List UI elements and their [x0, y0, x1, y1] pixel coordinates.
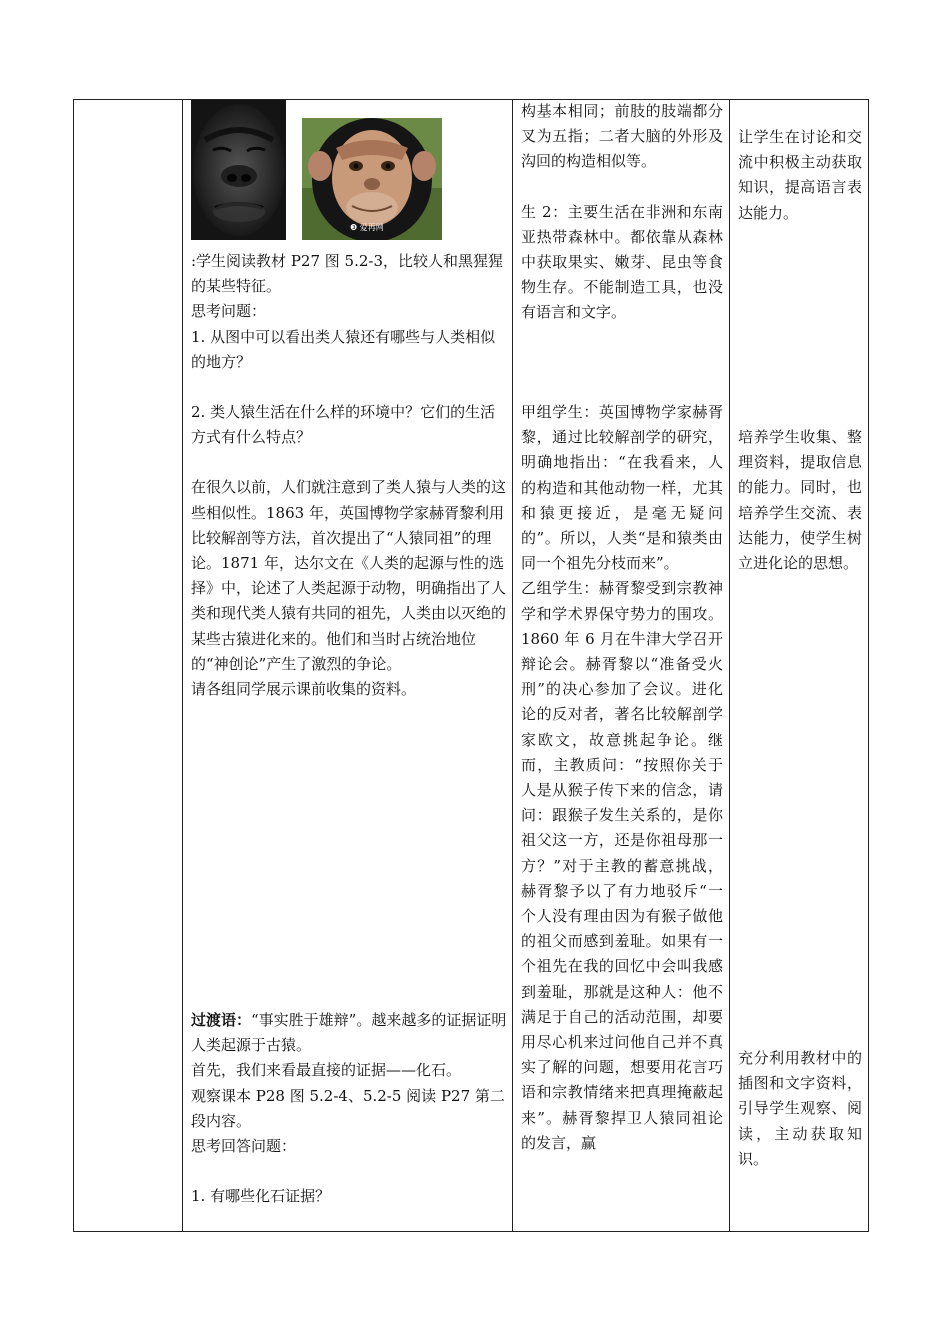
reading-instruction: :学生阅读教材 P27 图 5.2-3，比较人和黑猩猩的某些特征。	[191, 252, 504, 296]
column-divider-2	[512, 99, 513, 1232]
watermark-text: ❸ 爱再网	[350, 223, 384, 232]
design-note-2-text: 培养学生收集、整理资料，提取信息的能力。同时，也培养学生交流、表达能力，使学生树立进化论的思想。	[738, 428, 862, 573]
question-1: 1. 从图中可以看出类人猿还有哪些与人类相似的地方？	[191, 327, 496, 371]
fossil-intro: 首先，我们来看最直接的证据——化石。	[191, 1061, 462, 1080]
group-presentation-section	[521, 400, 723, 1156]
design-note-1	[738, 125, 862, 226]
design-note-3	[738, 1046, 862, 1172]
answer-label: 思考回答问题：	[191, 1137, 297, 1156]
similarity-answer: 构基本相同；前肢的肢端都分叉为五指；二者大脑的外形及沟回的构造相似等。	[521, 102, 723, 171]
column-divider-3	[729, 99, 730, 1232]
fossil-question: 1. 有哪些化石证据？	[191, 1187, 331, 1206]
design-note-3-text: 充分利用教材中的插图和文字资料，引导学生观察、阅读，主动获取知识。	[738, 1049, 862, 1168]
history-paragraph: 在很久以前，人们就注意到了类人猿与人类的这些相似性。1863 年，英国博物学家赫胥黎利用比较解剖等方法，首次提出了“人猿同祖”的理论。1871 年，达尔文在《人类的起源与性的选择》中，论述了人类起源于动物，明确指出了人类和现代类人猿有共同的祖先，人类由以灭绝的某些古猿进化来的。他们和当时占统治地位的“神创论”产生了激烈的争论。	[191, 478, 507, 673]
group-a-presentation: 甲组学生：英国博物学家赫胥黎，通过比较解剖学的研究，明确地指出：“在我看来，人的构造和其他动物一样，尤其和猿更接近，是毫无疑问的”。所以，人类“是和猿类由同一个祖先分枝而来”。	[521, 403, 723, 573]
transition-paragraph	[191, 1008, 509, 1058]
show-data-prompt: 请各组同学展示课前收集的资料。	[191, 680, 417, 699]
student-2-answer: 生 2：主要生活在非洲和东南亚热带森林中。都依靠从森林中获取果实、嫩芽、昆虫等食物生存。不能制造工具，也没有语言和文字。	[521, 202, 723, 322]
design-note-2	[738, 425, 862, 576]
transition-section	[191, 1008, 509, 1209]
questions-label: 思考问题：	[191, 302, 267, 321]
question-2-section	[191, 400, 509, 702]
question-2: 2. 类人猿生活在什么样的环境中？它们的生活方式有什么特点？	[191, 403, 496, 447]
gorilla-photo	[191, 100, 286, 240]
student-answer-section	[521, 99, 723, 326]
chimpanzee-photo	[302, 118, 442, 240]
observe-instruction: 观察课本 P28 图 5.2-4、5.2-5 阅读 P27 第二段内容。	[191, 1086, 505, 1130]
instruction-section	[191, 249, 509, 375]
design-note-1-text: 让学生在讨论和交流中积极主动获取知识，提高语言表达能力。	[738, 128, 862, 222]
transition-text: “事实胜于雄辩”。越来越多的证据证明人类起源于古猿。	[191, 1011, 507, 1055]
group-b-presentation: 乙组学生：赫胥黎受到宗教神学和学术界保守势力的围攻。1860 年 6 月在牛津大学召开辩论会。赫胥黎以“准备受火刑”的决心参加了会议。进化论的反对者，著名比较解剖学家欧文，故意挑起争论。继而，主教质问：“按照你关于人是从猴子传下来的信念，请问：跟猴子发生关系的，是你祖父这一方，还是你祖母那一方？”对于主教的蓄意挑战，赫胥黎予以了有力地驳斥“一个人没有理由因为有猴子做他的祖父而感到羞耻。如果有一个祖先在我的回忆中会叫我感到羞耻，那就是这种人：他不满足于自己的活动范围，却要用尽心机来过问他自己并不真实了解的问题，想要用花言巧语和宗教情绪来把真理掩蔽起来”。赫胥黎捍卫人猿同祖论的发言，赢	[521, 579, 723, 1152]
transition-label: 过渡语：	[191, 1011, 252, 1029]
column-divider-1	[182, 99, 183, 1232]
